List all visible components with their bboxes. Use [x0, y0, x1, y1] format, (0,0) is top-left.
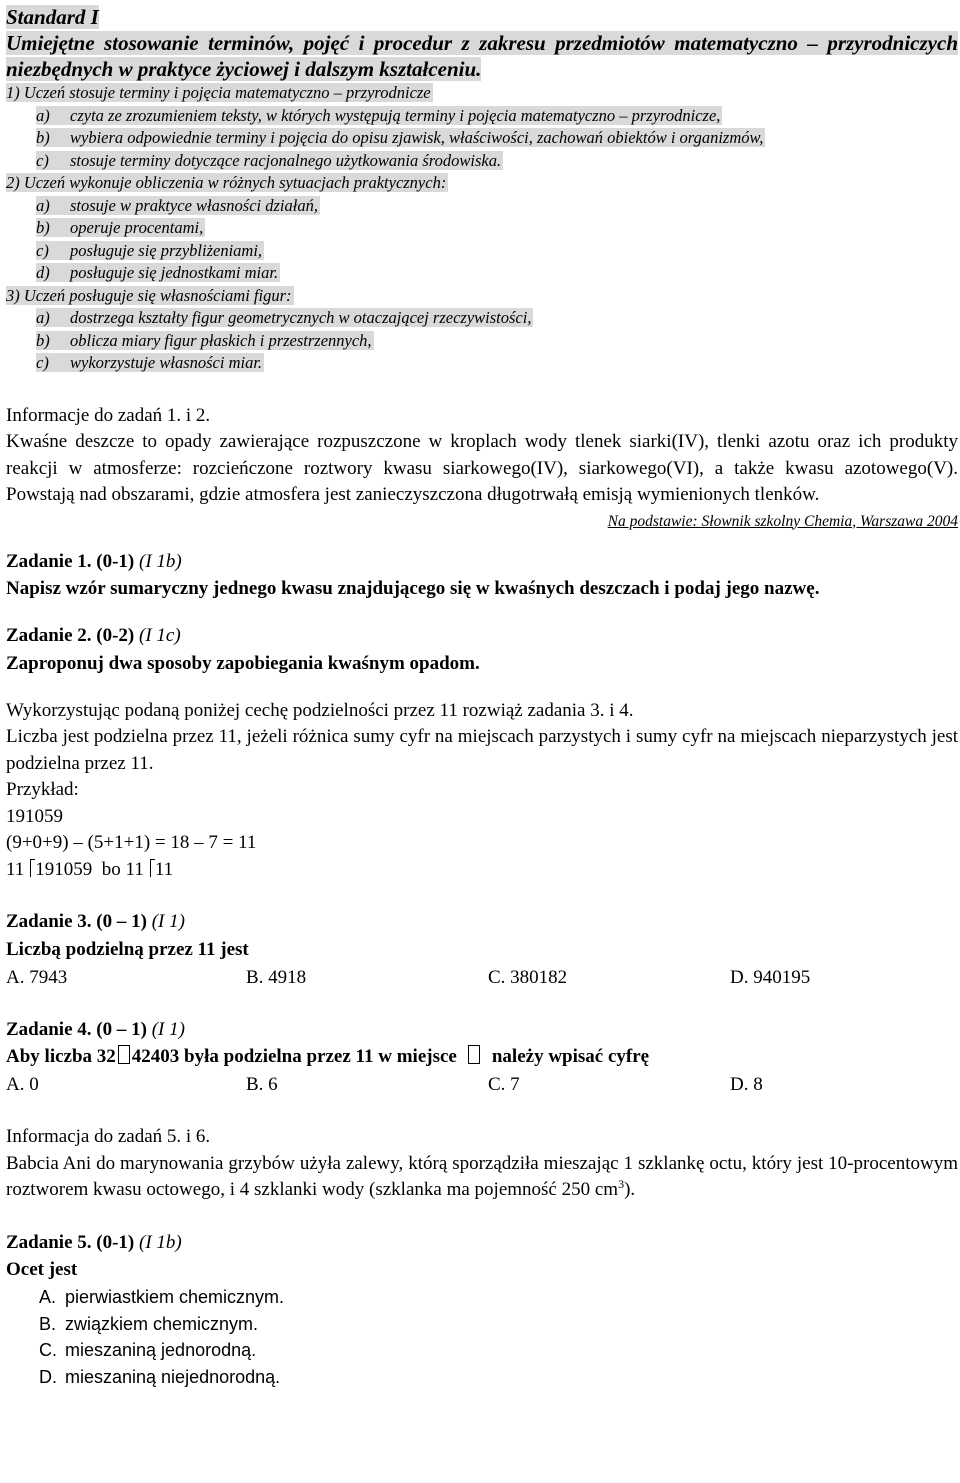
- info-intro: Wykorzystując podaną poniżej cechę podzielności przez 11 rozwiąż zadania 3. i 4.: [6, 699, 634, 721]
- group-heading: 2) Uczeń wykonuje obliczenia w różnych sytuacjach praktycznych:: [6, 173, 447, 192]
- task-question: Zaproponuj dwa sposoby zapobiegania kwaśnym opadom.: [6, 652, 480, 674]
- option-a[interactable]: A. 0: [6, 1074, 39, 1095]
- task-points: (0-1): [96, 1231, 135, 1253]
- option-a[interactable]: A. 7943: [6, 966, 68, 988]
- info-heading: Informacje do zadań 1. i 2.: [6, 404, 211, 426]
- option-c[interactable]: C. 7: [488, 1074, 520, 1095]
- standard-group-3: [6, 285, 958, 375]
- item-text: wykorzystuje własności miar.: [70, 353, 263, 372]
- task-label: Zadanie 3.: [6, 911, 92, 932]
- item-marker: b): [36, 218, 50, 237]
- task-points: (0-1): [96, 550, 135, 572]
- item-marker: a): [36, 308, 50, 327]
- item-text: posługuje się jednostkami miar.: [70, 263, 279, 282]
- example-label: Przykład:: [6, 779, 79, 800]
- option-d[interactable]: D. 940195: [730, 966, 811, 988]
- task-question: Liczbą podzielną przez 11 jest: [6, 938, 249, 960]
- standard-subtitle: Umiejętne stosowanie terminów, pojęć i procedur z zakresu przedmiotów matematyczno – przyrodniczych niezbędnych w praktyce życiowej i dalszym kształceniu.: [6, 31, 958, 81]
- item-marker: a): [36, 195, 50, 215]
- standard-title: Standard I: [6, 5, 99, 29]
- source-citation: Na podstawie: Słownik szkolny Chemia, Warszawa 2004: [607, 512, 958, 530]
- option-b[interactable]: B. 6: [246, 1074, 278, 1095]
- item-marker: d): [36, 263, 50, 282]
- group-heading: 1) Uczeń stosuje terminy i pojęcia matematyczno – przyrodnicze: [6, 83, 431, 102]
- placeholder-box: [118, 1045, 130, 1064]
- task-label: Zadanie 4.: [6, 1018, 92, 1040]
- task-points: (0-2): [96, 625, 135, 646]
- item-text: operuje procentami,: [70, 218, 204, 237]
- option-a[interactable]: A. pierwiastkiem chemicznym.: [39, 1287, 285, 1307]
- task-points: (0 – 1): [96, 1018, 147, 1040]
- standard-header: [6, 4, 958, 375]
- option-c[interactable]: C. 380182: [488, 966, 568, 988]
- info-block-3-4: [6, 698, 958, 884]
- task-question: Aby liczba 32 42403 była podzielna przez 11 w miejsce należy wpisać cyfrę: [6, 1046, 650, 1067]
- item-marker: c): [36, 353, 49, 372]
- item-text: posługuje się przybliżeniami,: [70, 240, 263, 260]
- group-heading: 3) Uczeń posługuje się własnościami figur:: [6, 285, 292, 305]
- item-text: stosuje w praktyce własności działań,: [70, 195, 318, 215]
- task-2: [6, 623, 958, 678]
- option-d[interactable]: D. 8: [730, 1074, 763, 1095]
- task-label: Zadanie 1.: [6, 550, 92, 572]
- task-code: (I 1b): [139, 550, 182, 572]
- item-text: dostrzega kształty figur geometrycznych w otaczającej rzeczywistości,: [70, 308, 532, 327]
- task-4: [6, 1017, 958, 1099]
- example-result: 11 191059 bo 11 11: [6, 858, 174, 880]
- item-text: oblicza miary figur płaskich i przestrzennych,: [70, 330, 372, 350]
- item-marker: a): [36, 105, 50, 125]
- task-label: Zadanie 5.: [6, 1231, 92, 1253]
- divides-symbol: [30, 859, 31, 877]
- info-block-5-6: [6, 1124, 958, 1204]
- answer-options: [6, 1071, 958, 1098]
- option-c[interactable]: C. mieszaniną jednorodną.: [39, 1340, 257, 1360]
- item-marker: b): [36, 330, 50, 350]
- task-3: [6, 909, 958, 991]
- example-calculation: (9+0+9) – (5+1+1) = 18 – 7 = 11: [6, 832, 257, 853]
- info-text: Babcia Ani do marynowania grzybów użyła zalewy, którą sporządziła mieszając 1 szklankę octu, który jest 10-procentowym roztworem kwasu octowego, i 4 szklanki wody (szklanka ma pojemność 250 $cm^3$).: [6, 1152, 958, 1200]
- task-points: (0 – 1): [96, 911, 147, 932]
- item-text: wybiera odpowiednie terminy i pojęcia do opisu zjawisk, właściwości, zachowań obiektów i organizmów,: [70, 128, 764, 147]
- example-number: 191059: [6, 805, 63, 827]
- divisibility-rule: Liczba jest podzielna przez 11, jeżeli różnica sumy cyfr na miejscach parzystych i sumy cyfr na miejscach nieparzystych jest podzielna przez 11.: [6, 726, 958, 774]
- task-code: (I 1c): [139, 625, 181, 646]
- info-block-1-2: [6, 403, 958, 535]
- option-b[interactable]: B. 4918: [246, 966, 307, 988]
- item-text: stosuje terminy dotyczące racjonalnego użytkowania środowiska.: [70, 150, 502, 170]
- task-1: [6, 549, 958, 604]
- exam-page: [6, 4, 958, 1390]
- standard-group-2: [6, 172, 958, 285]
- option-d[interactable]: D. mieszaniną niejednorodną.: [39, 1366, 281, 1387]
- task-code: (I 1b): [139, 1231, 182, 1253]
- task-5: [6, 1230, 958, 1391]
- item-text: czyta ze zrozumieniem teksty, w których występują terminy i pojęcia matematyczno – przyrodnicze,: [70, 105, 721, 125]
- item-marker: c): [36, 150, 49, 170]
- task-code: (I 1): [151, 1018, 185, 1040]
- info-text: Kwaśne deszcze to opady zawierające rozpuszczone w kroplach wody tlenek siarki(IV), tlenki azotu oraz ich produkty reakcji w atmosferze: rozcieńczone roztwory kwasu siarkowego(IV), siarkowego(VI), a także kwasu azotowego(V). Powstają nad obszarami, gdzie atmosfera jest zanieczyszczona długotrwałą emisją wymienionych tlenków.: [6, 431, 958, 505]
- answer-options: [6, 964, 958, 991]
- placeholder-box: [468, 1045, 480, 1064]
- divides-symbol: [150, 859, 151, 877]
- option-b[interactable]: B. związkiem chemicznym.: [39, 1313, 259, 1334]
- task-code: (I 1): [151, 911, 185, 932]
- task-question: Napisz wzór sumaryczny jednego kwasu znajdującego się w kwaśnych deszczach i podaj jego nazwę.: [6, 578, 820, 599]
- task-question: Ocet jest: [6, 1259, 78, 1280]
- answer-options: [6, 1284, 958, 1390]
- item-marker: b): [36, 128, 50, 147]
- standard-group-1: [6, 82, 958, 172]
- info-heading: Informacja do zadań 5. i 6.: [6, 1126, 211, 1147]
- item-marker: c): [36, 240, 49, 260]
- task-label: Zadanie 2.: [6, 625, 92, 646]
